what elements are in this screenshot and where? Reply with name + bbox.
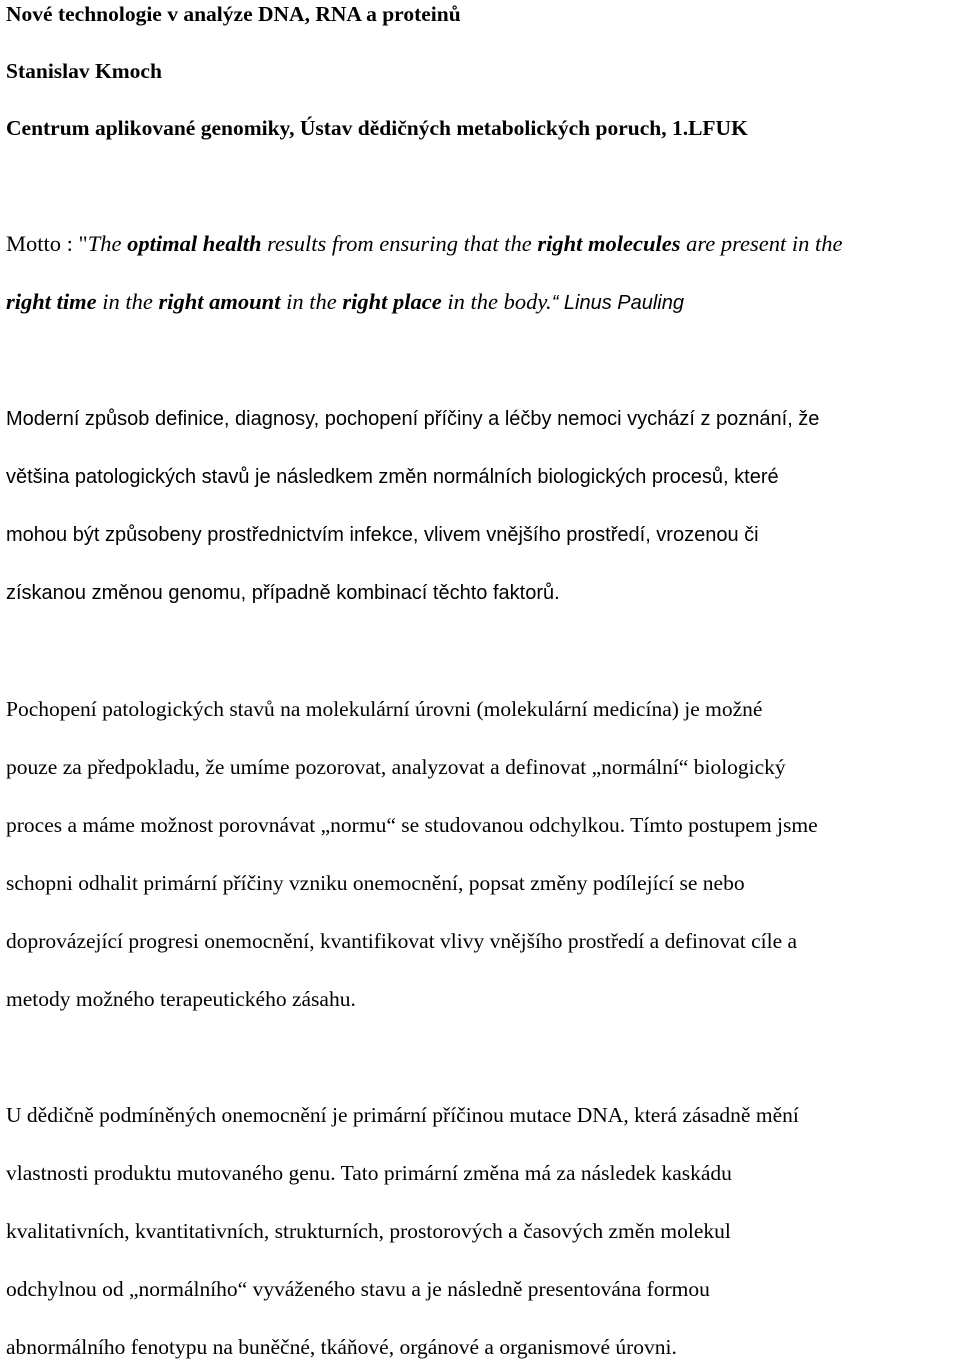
- document-title: Nové technologie v analýze DNA, RNA a proteinů: [6, 2, 461, 26]
- motto-emphasis: right amount: [158, 289, 281, 314]
- motto-emphasis: right place: [342, 289, 442, 314]
- paragraph-1-line: Moderní způsob definice, diagnosy, pochopení příčiny a léčby nemoci vychází z poznání, že: [6, 408, 820, 430]
- author-affiliation: Centrum aplikované genomiky, Ústav dědičných metabolických poruch, 1.LFUK: [6, 116, 748, 140]
- motto-line-1: [6, 233, 843, 256]
- paragraph-3-line: vlastnosti produktu mutovaného genu. Tato primární změna má za následek kaskádu: [6, 1161, 732, 1185]
- motto-line-2: [6, 291, 684, 314]
- paragraph-3-line: U dědičně podmíněných onemocnění je primární příčinou mutace DNA, která zásadně mění: [6, 1103, 799, 1127]
- motto-text: in the: [96, 289, 159, 314]
- paragraph-3-line: odchylnou od „normálního“ vyváženého stavu a je následně presentována formou: [6, 1277, 710, 1301]
- motto-text: results from ensuring that the: [261, 231, 538, 256]
- paragraph-2-line: schopni odhalit primární příčiny vzniku onemocnění, popsat změny podílející se nebo: [6, 871, 745, 895]
- motto-text: The: [87, 231, 128, 256]
- paragraph-3-line: abnormálního fenotypu na buněčné, tkáňové, orgánové a organismové úrovni.: [6, 1335, 677, 1359]
- paragraph-2-line: proces a máme možnost porovnávat „normu“ se studovanou odchylkou. Tímto postupem jsme: [6, 813, 818, 837]
- paragraph-1-line: mohou být způsobeny prostřednictvím infekce, vlivem vnějšího prostředí, vrozenou či: [6, 524, 759, 546]
- author-name: Stanislav Kmoch: [6, 59, 162, 83]
- motto-attribution: “ Linus Pauling: [551, 292, 684, 314]
- paragraph-1-line: získanou změnou genomu, případně kombinací těchto faktorů.: [6, 582, 560, 604]
- paragraph-2-line: doprovázející progresi onemocnění, kvantifikovat vlivy vnějšího prostředí a definovat cíle a: [6, 929, 798, 953]
- motto-label: Motto : ": [6, 231, 88, 256]
- motto-emphasis: right time: [6, 289, 97, 314]
- paragraph-1-line: většina patologických stavů je následkem změn normálních biologických procesů, které: [6, 466, 779, 488]
- paragraph-2-line: metody možného terapeutického zásahu.: [6, 987, 356, 1011]
- motto-emphasis: right molecules: [537, 231, 681, 256]
- paragraph-3-line: kvalitativních, kvantitativních, strukturních, prostorových a časových změn molekul: [6, 1219, 731, 1243]
- paragraph-2-line: pouze za předpokladu, že umíme pozorovat, analyzovat a definovat „normální“ biologický: [6, 755, 786, 779]
- motto-text: in the body.: [441, 289, 552, 314]
- paragraph-2-line: Pochopení patologických stavů na molekulární úrovni (molekulární medicína) je možné: [6, 697, 763, 721]
- motto-emphasis: optimal health: [127, 231, 262, 256]
- motto-text: in the: [280, 289, 343, 314]
- motto-text: are present in the: [680, 231, 843, 256]
